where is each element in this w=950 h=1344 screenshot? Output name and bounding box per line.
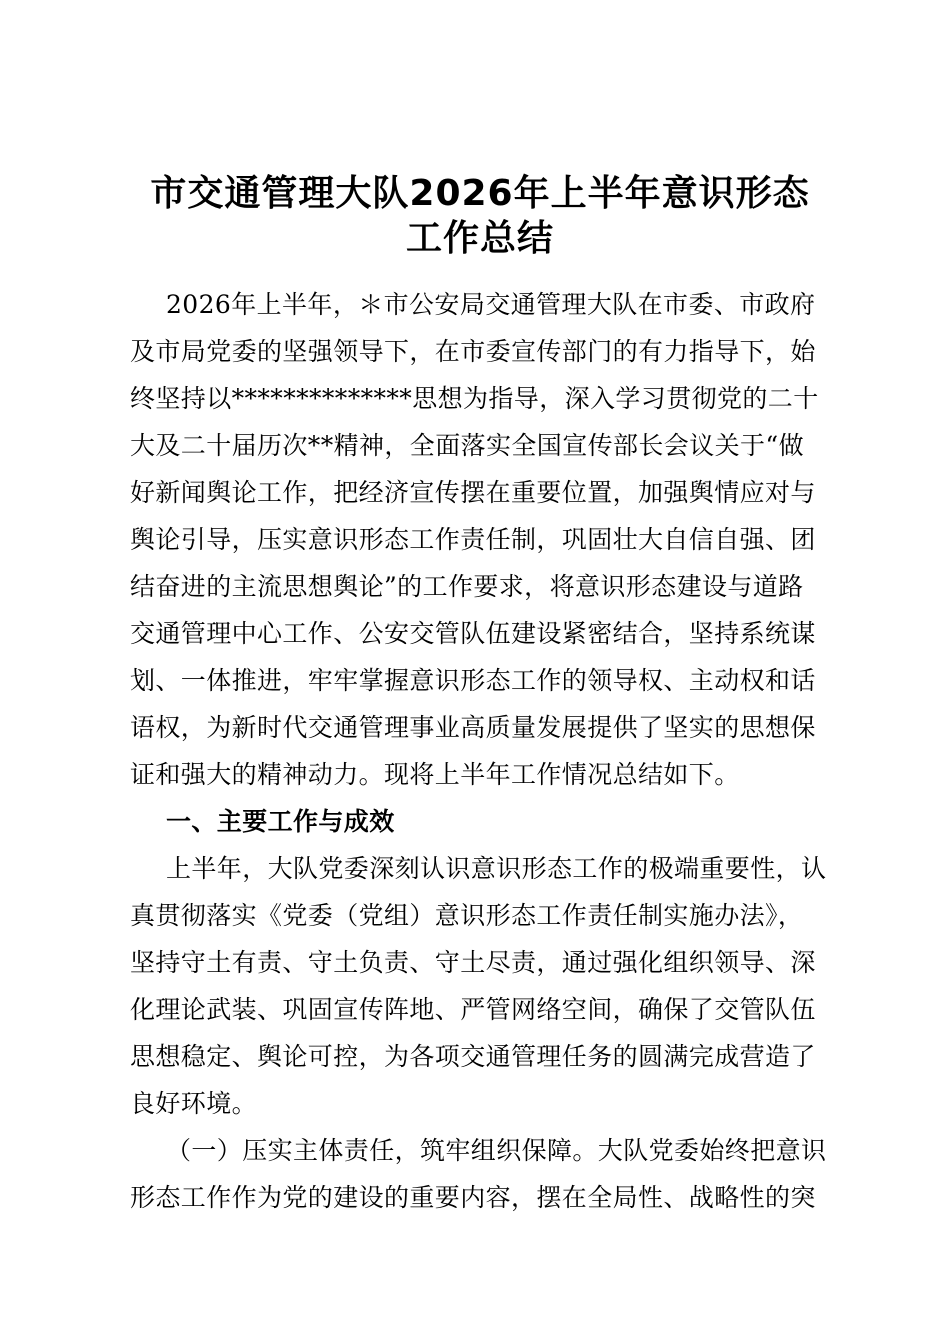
paragraph-1-line: 划、一体推进，牢牢掌握意识形态工作的领导权、主动权和话 xyxy=(130,666,816,695)
document-title-line-1: 市交通管理大队2026年上半年意识形态 xyxy=(150,173,810,214)
paragraph-2-line: 坚持守土有责、守土负责、守土尽责，通过强化组织领导、深 xyxy=(130,948,816,977)
paragraph-2-line: 真贯彻落实《党委（党组）意识形态工作责任制实施办法》， xyxy=(130,901,804,930)
paragraph-1-line: 终坚持以**************思想为指导，深入学习贯彻党的二十 xyxy=(130,384,819,413)
paragraph-1-line: 语权，为新时代交通管理事业高质量发展提供了坚实的思想保 xyxy=(130,713,816,742)
paragraph-1-line: 交通管理中心工作、公安交管队伍建设紧密结合，坚持系统谋 xyxy=(130,619,816,648)
paragraph-1-line: 及市局党委的坚强领导下，在市委宣传部门的有力指导下，始 xyxy=(130,337,816,366)
paragraph-1-line: 舆论引导，压实意识形态工作责任制，巩固壮大自信自强、团 xyxy=(130,525,816,554)
paragraph-1-line: 2026年上半年，＊市公安局交通管理大队在市委、市政府 xyxy=(166,290,816,319)
paragraph-1-line: 结奋进的主流思想舆论”的工作要求，将意识形态建设与道路 xyxy=(130,572,804,601)
paragraph-3-line: 形态工作作为党的建设的重要内容，摆在全局性、战略性的突 xyxy=(130,1183,816,1212)
paragraph-2-line: 上半年，大队党委深刻认识意识形态工作的极端重要性，认 xyxy=(166,854,827,883)
paragraph-1-line: 证和强大的精神动力。现将上半年工作情况总结如下。 xyxy=(130,760,740,789)
paragraph-1-line: 大及二十届历次**精神，全面落实全国宣传部长会议关于“做 xyxy=(130,431,804,460)
document-title-line-2: 工作总结 xyxy=(405,218,554,259)
paragraph-2-line: 化理论武装、巩固宣传阵地、严管网络空间，确保了交管队伍 xyxy=(130,995,816,1024)
paragraph-2-line: 良好环境。 xyxy=(130,1089,258,1118)
section-heading: 一、主要工作与成效 xyxy=(166,807,395,836)
paragraph-3-line: （一）压实主体责任，筑牢组织保障。大队党委始终把意识 xyxy=(166,1136,827,1165)
paragraph-2-line: 思想稳定、舆论可控，为各项交通管理任务的圆满完成营造了 xyxy=(130,1042,816,1071)
paragraph-1-line: 好新闻舆论工作，把经济宣传摆在重要位置，加强舆情应对与 xyxy=(130,478,816,507)
